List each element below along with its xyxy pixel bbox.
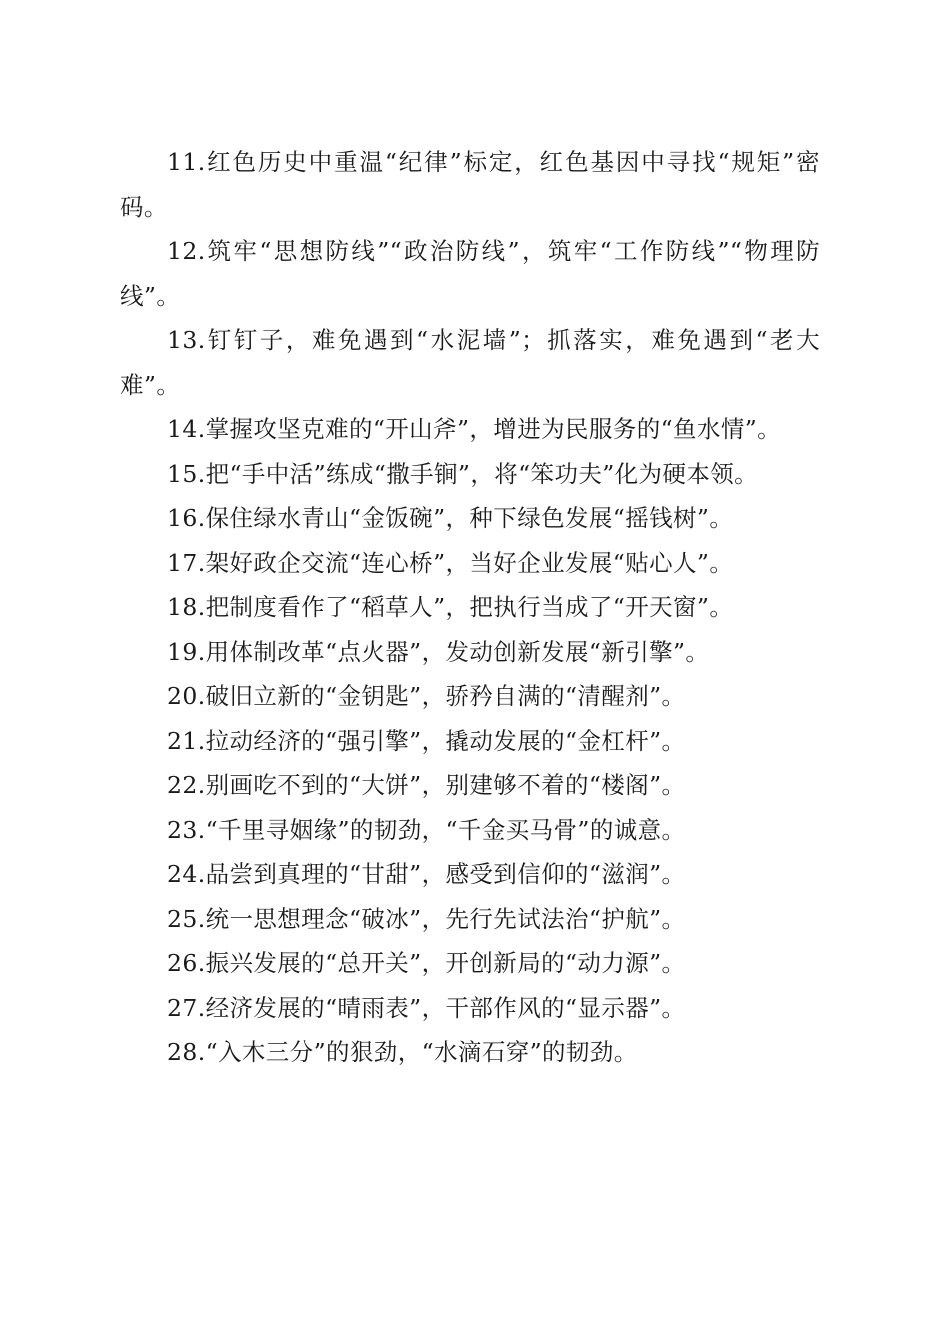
list-item: 23.“千里寻姻缘”的韧劲，“千金买马骨”的诚意。 <box>167 815 686 844</box>
list-item: 15.把“手中活”练成“撒手锏”，将“笨功夫”化为硬本领。 <box>167 459 759 488</box>
list-item: 28.“入木三分”的狠劲，“水滴石穿”的韧劲。 <box>167 1038 638 1066</box>
list-item: 22.别画吃不到的“大饼”，别建够不着的“楼阁”。 <box>167 771 686 799</box>
list-item: 24.品尝到真理的“甘甜”，感受到信仰的“滋润”。 <box>167 860 686 888</box>
list-item: 26.振兴发展的“总开关”，开创新局的“动力源”。 <box>167 949 686 977</box>
document-page <box>120 140 820 1075</box>
list-item: 12.筑牢“思想防线”“政治防线”，筑牢“工作防线”“物理防线”。 <box>120 237 820 310</box>
list-item: 16.保住绿水青山“金饭碗”，种下绿色发展“摇钱树”。 <box>167 504 734 532</box>
list-item: 11.红色历史中重温“纪律”标定，红色基因中寻找“规矩”密码。 <box>120 148 820 221</box>
list-item: 13.钉钉子，难免遇到“水泥墙”；抓落实，难免遇到“老大难”。 <box>120 326 820 399</box>
list-item: 17.架好政企交流“连心桥”，当好企业发展“贴心人”。 <box>167 548 734 577</box>
list-item: 14.掌握攻坚克难的“开山斧”，增进为民服务的“鱼水情”。 <box>167 415 782 443</box>
list-item: 21.拉动经济的“强引擎”，撬动发展的“金杠杆”。 <box>167 726 686 755</box>
list-item: 20.破旧立新的“金钥匙”，骄矜自满的“清醒剂”。 <box>167 682 686 710</box>
list-item: 25.统一思想理念“破冰”，先行先试法治“护航”。 <box>167 904 686 933</box>
list-item: 18.把制度看作了“稻草人”，把执行当成了“开天窗”。 <box>167 593 734 621</box>
list-item: 19.用体制改革“点火器”，发动创新发展“新引擎”。 <box>167 637 710 666</box>
list-item: 27.经济发展的“晴雨表”，干部作风的“显示器”。 <box>167 993 686 1022</box>
